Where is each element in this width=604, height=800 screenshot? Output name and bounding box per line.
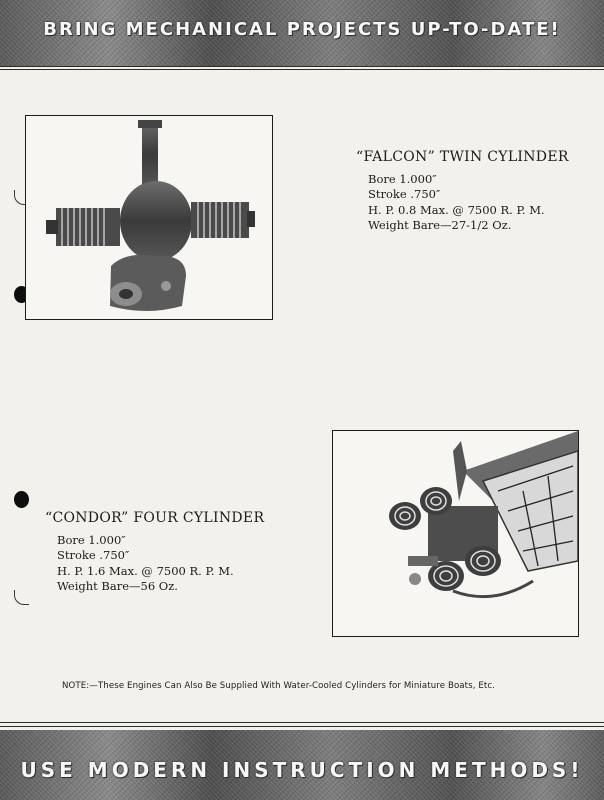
falcon-weight: Weight Bare—27-1/2 Oz. xyxy=(368,218,512,232)
bottom-rule xyxy=(0,722,604,723)
falcon-horsepower: H. P. 0.8 Max. @ 7500 R. P. M. xyxy=(368,202,545,217)
falcon-engine-photo xyxy=(25,115,273,320)
binder-hook xyxy=(14,590,29,605)
binder-hole xyxy=(14,491,29,508)
condor-engine-photo xyxy=(332,430,579,637)
note-text: NOTE:—These Engines Can Also Be Supplied With Water-Cooled Cylinders for Miniature Boats, Etc. xyxy=(62,681,496,691)
condor-title: “CONDOR” FOUR CYLINDER xyxy=(45,510,265,526)
top-rule-2 xyxy=(0,69,604,70)
condor-stroke: Stroke .750″ xyxy=(57,548,130,562)
condor-spec-block xyxy=(45,511,264,595)
falcon-spec-block xyxy=(356,150,569,234)
condor-weight: Weight Bare—56 Oz. xyxy=(57,579,178,593)
falcon-stroke: Stroke .750″ xyxy=(368,187,441,201)
top-banner xyxy=(0,0,604,66)
top-rule xyxy=(0,66,604,67)
bottom-rule-2 xyxy=(0,726,604,727)
falcon-title: “FALCON” TWIN CYLINDER xyxy=(356,149,569,165)
bottom-banner-text: USE MODERN INSTRUCTION METHODS! xyxy=(20,758,584,782)
condor-horsepower: H. P. 1.6 Max. @ 7500 R. P. M. xyxy=(57,563,234,578)
top-banner-text: BRING MECHANICAL PROJECTS UP-TO-DATE! xyxy=(43,18,561,40)
condor-bore: Bore 1.000″ xyxy=(57,532,126,547)
bottom-banner xyxy=(0,730,604,800)
falcon-bore: Bore 1.000″ xyxy=(368,171,437,186)
